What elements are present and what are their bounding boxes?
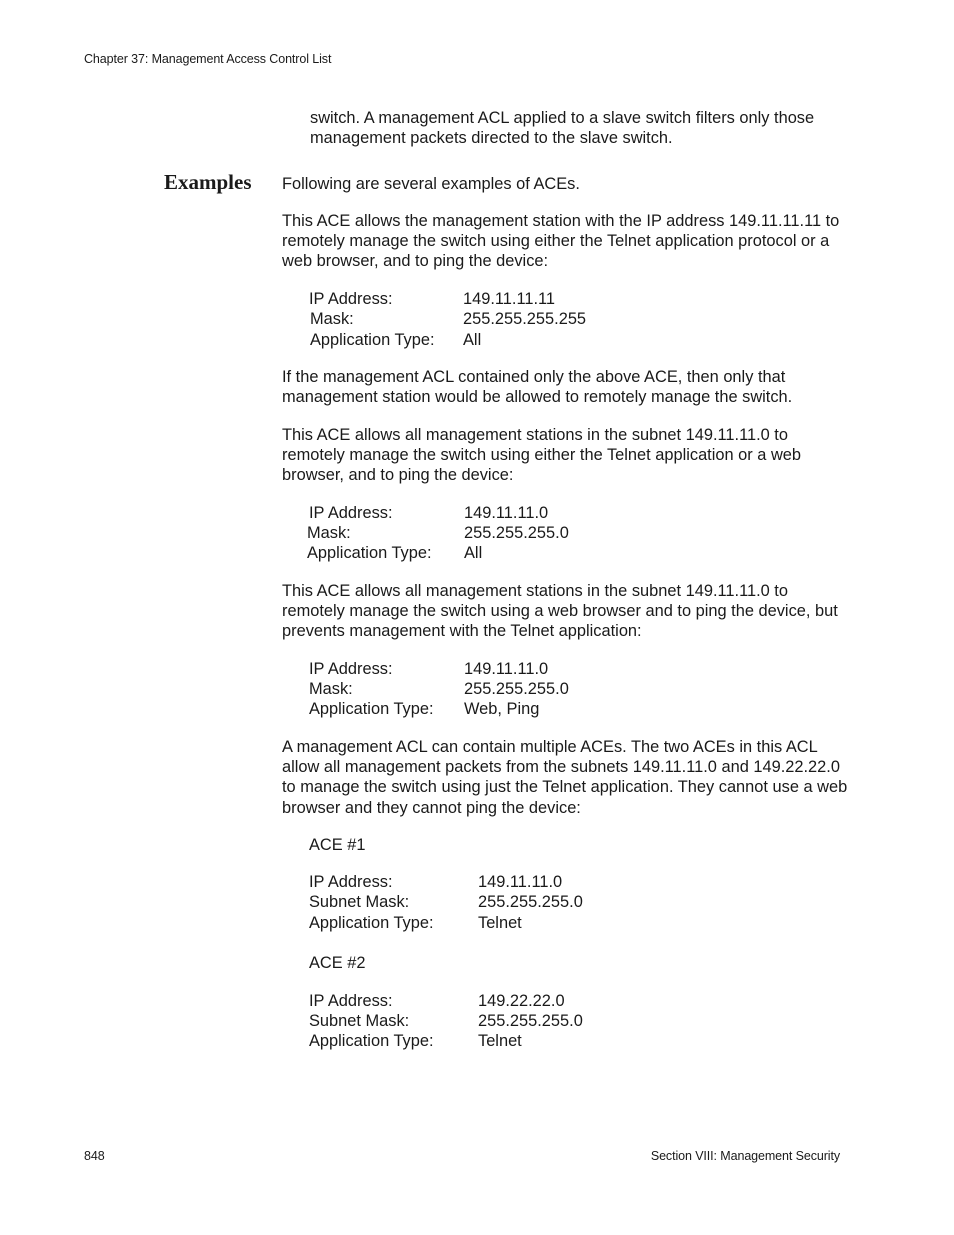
section-heading: Examples [164,170,252,194]
field-value: 255.255.255.0 [478,893,583,911]
field-label: Application Type: [309,700,434,718]
field-label: IP Address: [309,660,393,678]
example2-paragraph: This ACE allows all management stations in the subnet 149.11.11.0 to remotely manage the switch using either the Telnet application or a web browser, and to ping the device: [282,426,802,485]
field-value: 255.255.255.0 [478,1012,583,1030]
example1-paragraph: This ACE allows the management station with the IP address 149.11.11.11 to remotely manage the switch using either the Telnet application protocol or a web browser, and to ping the device: [282,212,840,271]
field-value: All [463,331,482,349]
field-label: Application Type: [309,1032,434,1050]
field-label: Application Type: [309,914,434,932]
field-value: Web, Ping [464,700,540,718]
intro-continuation-paragraph: switch. A management ACL applied to a slave switch filters only those management packets directed to the slave switch. [310,109,815,148]
field-label: Mask: [307,524,351,542]
field-value: 149.11.11.0 [464,504,549,522]
examples-lead: Following are several examples of ACEs. [282,175,580,193]
field-label: Subnet Mask: [309,1012,410,1030]
field-value: 149.11.11.0 [464,660,549,678]
field-value: 149.11.11.0 [478,873,563,891]
example3-paragraph: This ACE allows all management stations in the subnet 149.11.11.0 to remotely manage the switch using a web browser and to ping the device, but prevents management with the Telnet application: [282,582,838,641]
ace2-title: ACE #2 [309,954,366,972]
field-label: Mask: [310,310,354,328]
field-value: 149.11.11.11 [463,290,556,308]
field-label: Application Type: [310,331,435,349]
field-value: 255.255.255.0 [464,524,569,542]
field-label: IP Address: [309,992,393,1010]
field-label: Mask: [309,680,353,698]
ace1-title: ACE #1 [309,836,366,854]
field-value: 255.255.255.0 [464,680,569,698]
field-label: IP Address: [309,873,393,891]
running-footer-section: Section VIII: Management Security [650,1149,840,1163]
field-value: 255.255.255.255 [463,310,587,328]
field-label: IP Address: [309,290,393,308]
field-value: All [464,544,483,562]
field-label: IP Address: [309,504,393,522]
field-value: 149.22.22.0 [478,992,565,1010]
field-value: Telnet [478,1032,522,1050]
example1-note: If the management ACL contained only the above ACE, then only that management station would be allowed to remotely manage the switch. [282,368,793,407]
example4-paragraph: A management ACL can contain multiple ACEs. The two ACEs in this ACL allow all management packets from the subnets 149.11.11.0 and 149.22.22.0 to manage the switch using just the Telnet application. They cannot use a web browser and they cannot ping the device: [282,738,848,817]
field-label: Subnet Mask: [309,893,410,911]
field-label: Application Type: [307,544,432,562]
running-header: Chapter 37: Management Access Control List [84,52,332,66]
page-number: 848 [84,1149,105,1163]
field-value: Telnet [478,914,522,932]
